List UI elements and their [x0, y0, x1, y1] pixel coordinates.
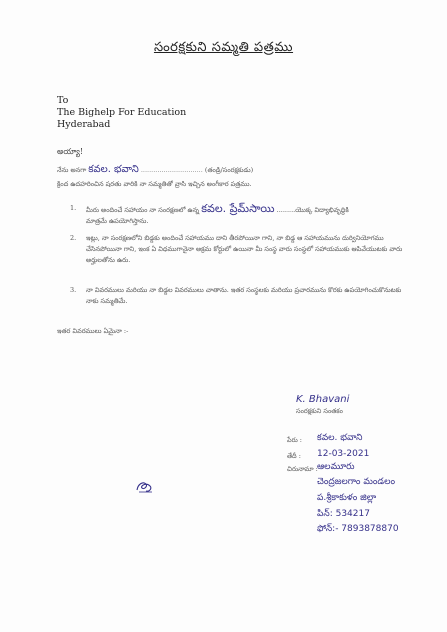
detail-value: కవల. భవాని [317, 433, 363, 443]
item3-text: నా వివరములు మరియు నా బిడ్డల వివరములు చాతాను. ఇతర సంస్థలకు మరియు ప్రచారమును కొరకు ఉపయోగించుకొనుటకు నాకు సమ్మతిమే. [86, 286, 402, 305]
declaration-line-1 [57, 163, 253, 177]
line1-relation: (తండ్రి/సంరక్షకుడు) [204, 166, 254, 174]
item2-text: ఇట్లు, నా సంరక్షణలోని బిడ్డకు అందించే సహాయము దాని తీరపోయినా గాని, నా బిడ్డ ఆ సహాయమును దుర్వినియోగము చేసినపోయినా గాని, ఇంక ఏ విధముగానైనా అక్రమ కోర్టులో ఉయినా మీ సంస్థ వారు సంస్థలో సహాయముకు ఆపివేయుటకు వారు అర్హులతోను ఉరు. [86, 234, 403, 264]
detail-label: చిరునామా : [287, 465, 318, 473]
other-details-label: ఇతర వివరములు ఏమైనా :- [57, 327, 129, 335]
item1-text-b: .........యొక్క విద్యాభివృద్ధికి [276, 206, 349, 214]
line1-prefix: నేను అనగా [57, 166, 87, 174]
condition-item-1 [70, 203, 410, 227]
address-line: Hyderabad [57, 119, 111, 130]
condition-item-3 [70, 285, 410, 309]
address-line: The Bighelp For Education [57, 107, 187, 118]
detail-label: తేదీ : [287, 452, 301, 460]
recipient-address [57, 95, 186, 131]
item-number: 1. [70, 204, 77, 212]
guardian-signature [296, 394, 349, 417]
item1-text-c: మాత్రమే ఉపయోగిస్తాను. [86, 217, 149, 225]
detail-value: ఫోన్:- 7893878870 [317, 524, 399, 534]
address-line: To [57, 95, 69, 106]
detail-value: చెంద్రజలగాం మండలం [317, 477, 396, 487]
declaration-line-2: క్రింద ఉదహరించిన షరతు వారికి నా సమ్మతితో వ్రాసి ఇచ్చిన అంగీకార పత్రము. [57, 180, 252, 188]
line1-dots: .............................. [140, 166, 203, 174]
student-name-handwritten: కవల. ప్రేమ్‌సాయి [201, 202, 275, 215]
item-number: 3. [70, 286, 77, 294]
detail-label: పేరు : [287, 436, 302, 444]
detail-value: పిన్: 534217 [317, 509, 370, 519]
detail-value: 12-03-2021 [317, 449, 370, 459]
document-title: సంరక్షకుని సమ్మతి పత్రము [153, 40, 294, 55]
detail-value: ఆలమూరు [317, 462, 355, 472]
condition-item-2 [70, 233, 410, 269]
detail-name [287, 433, 363, 446]
thumb-impression-icon [134, 478, 156, 496]
item-number: 2. [70, 234, 77, 242]
signature-name: K. Bhavani [296, 394, 350, 405]
item1-text-a: మీరు అందించే సహాయం నా సంరక్షణలో ఉన్న [86, 206, 200, 214]
detail-value: ప.శ్రీకాకుళం జిల్లా [317, 493, 377, 503]
guardian-name-handwritten: కవల. భవాని [88, 164, 139, 175]
signature-role: సంరక్షకుని సంతకం [296, 407, 343, 415]
detail-date [287, 449, 370, 462]
detail-address [287, 462, 355, 475]
salutation: అయ్యా! [57, 147, 84, 156]
